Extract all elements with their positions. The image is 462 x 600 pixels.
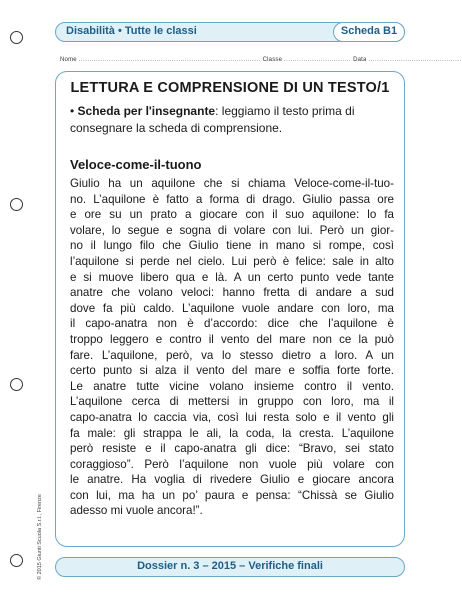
- story-line: Giulio ha un aquilone che si chiama Veloce-come-il-tuo-: [70, 177, 394, 190]
- story-line: anatre che volano veloci: hanno fretta di andare a sud: [70, 286, 394, 300]
- teacher-note-rest: : leggiamo il testo prima di: [215, 104, 355, 118]
- page-title: LETTURA E COMPRENSIONE DI UN TESTO/1: [70, 80, 390, 96]
- story-line: però resiste e il capo-anatra gli dice: “Bravo, sei stato: [70, 442, 394, 456]
- binder-hole-3: [10, 378, 23, 391]
- story-line: no il lungo filo che Giulio tiene in mano si rompe, così: [70, 239, 394, 253]
- sheet-label: Scheda B1: [333, 22, 405, 42]
- teacher-note-bold: Scheda per l'insegnante: [77, 104, 216, 118]
- story-line: coraggioso”. Però l’aquilone non vuole più volare con: [70, 457, 394, 471]
- teacher-note-line2: consegnare la scheda di comprensione.: [70, 121, 283, 135]
- story-line: le anatre. Ha voglia di rivedere Giulio e giocare ancora: [70, 473, 394, 487]
- teacher-note: [70, 103, 394, 137]
- story-text: [70, 176, 394, 519]
- story-line: adesso mi vuole ancora!”.: [70, 504, 203, 518]
- name-line[interactable]: ....................................................................................: [78, 57, 261, 63]
- story-line: no. L’aquilone è fatto a forma di drago. Giulio passa ore: [70, 192, 394, 206]
- story-line: volare, lo segue e sogna di volare con lui. Però un gior-: [70, 223, 394, 237]
- copyright-text: © 2015 Giunti Scuola S.r.l., Firenze: [37, 494, 43, 580]
- date-label: Data: [353, 57, 367, 63]
- bullet: •: [70, 104, 75, 118]
- student-fields: [60, 57, 462, 63]
- story-line: certo punto si alza il vento del mare e soffia forte forte.: [70, 364, 394, 378]
- content-box: [55, 71, 405, 547]
- story-line: con lui, ma ha un po’ paura e pensa: “Chissà se Giulio: [70, 488, 394, 502]
- story-line: e ore su un prato a giocare con il suo aquilone: lo fa: [70, 208, 394, 222]
- story-line: dove fa più caldo. L’aquilone vuole andare con loro, ma: [70, 301, 394, 315]
- name-label: Nome: [60, 57, 77, 63]
- story-line: e si muove libero qua e là. A un certo punto vede tante: [70, 270, 394, 284]
- story-line: il capo-anatra non è d’accordo: dice che l’aquilone è: [70, 317, 394, 331]
- footer-bar: Dossier n. 3 – 2015 – Verifiche finali: [55, 557, 405, 577]
- story-line: capo-anatra lo caccia via, così lui resta solo e il vento gli: [70, 410, 394, 424]
- date-line[interactable]: ...........................................: [368, 57, 462, 63]
- story-line: troppo leggero e contro il vento del mare non ce la può: [70, 332, 394, 346]
- story-title: Veloce-come-il-tuono: [70, 157, 202, 172]
- story-line: fa male: gli strappa le ali, la coda, la cresta. L’aquilone: [70, 426, 394, 440]
- header-bar: [55, 22, 405, 42]
- story-line: Le anatre tutte vicine volano insieme contro il vento.: [70, 379, 394, 393]
- story-line: fare. L’aquilone, però, va lo stesso dietro a loro. A un: [70, 348, 394, 362]
- class-label: Classe: [262, 57, 283, 63]
- story-line: l’aquilone si perde nel cielo. Lui però è felice: sale in alto: [70, 254, 394, 268]
- story-line: L’aquilone cerca di mettersi in gruppo con loro, ma il: [70, 395, 394, 409]
- header-category: Disabilità • Tutte le classi: [66, 25, 197, 37]
- binder-hole-1: [10, 31, 23, 44]
- class-line[interactable]: ...............................: [284, 57, 352, 63]
- binder-hole-2: [10, 198, 23, 211]
- binder-hole-4: [10, 554, 23, 567]
